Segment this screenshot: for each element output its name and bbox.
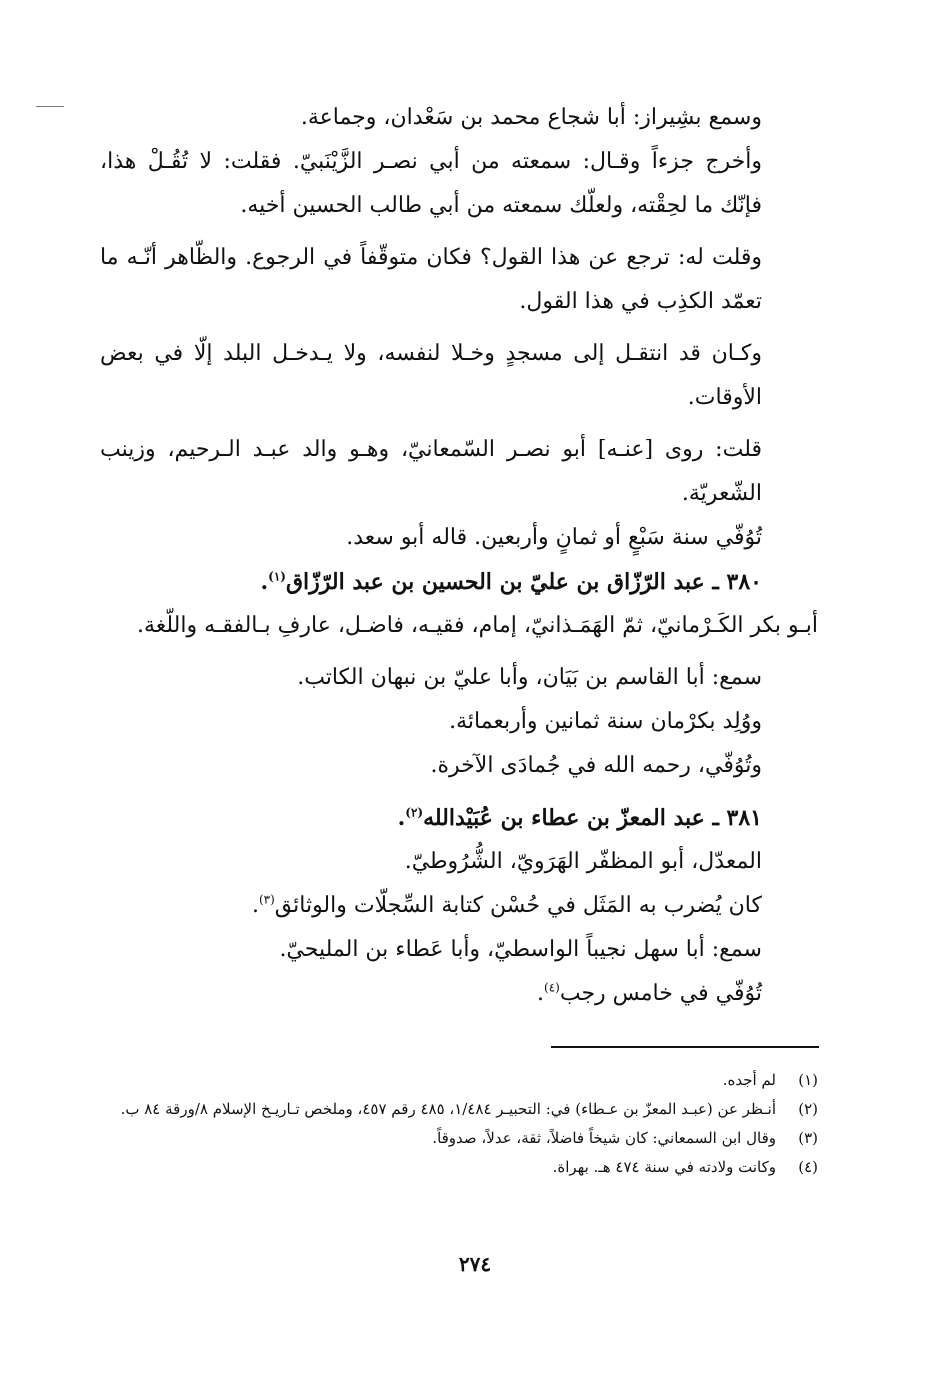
entry-line: تُوُفّي في خامس رجب$^{(٤)}$. [537, 980, 762, 1006]
footnote-text: أنـظر عن (عبـد المعزّ بن عـطاء) في: التحبيـر ١/٤٨٤، ٤٨٥ رقم ٤٥٧، وملخص تـاريـخ الإسلام ٨/ورقة ٨٤ ب. [120, 1100, 776, 1118]
entry-line: كان يُضرب به المَثَل في حُسْن كتابة السِّجلّات والوثائق$^{(٣)}$. [251, 892, 762, 918]
paragraph: وقلت له: ترجع عن هذا القول؟ فكان متوقّفاً في الرجوع. والظّاهر أنّـه ما تعمّد الكذِب في هذا القول. [100, 245, 762, 314]
paragraph: وكـان قد انتقـل إلى مسجدٍ وخـلا لنفسه، ولا يـدخـل البلد إلّا في بعض الأوقات. [100, 341, 762, 410]
entry-line: المعدّل، أبو المظفّر الهَرَويّ، الشُّرُوطيّ. [404, 849, 762, 874]
footnote-ref: (٢) [405, 805, 424, 820]
footnote-number: (٣) [798, 1129, 818, 1147]
footnote-divider [551, 1046, 819, 1048]
entry-heading-380: ٣٨٠ ـ عبد الرّزّاق بن عليّ بن الحسين بن عبد الرّزّاق$^{(١)}$. [260, 569, 762, 595]
entry-description: أبـو بكر الكَـرْمانيّ، ثمّ الهَمَـذانيّ، إمام، فقيـه، فاضـل، عارفِ بـالفقـه واللّغة. [136, 613, 818, 638]
footnote [100, 1066, 818, 1095]
page-number: ٢٧٤ [458, 1252, 492, 1276]
footnote [100, 1095, 818, 1124]
footnote-text: وقال ابن السمعاني: كان شيخاً فاضلاً، ثقة، عدلاً، صدوقاً. [432, 1129, 776, 1147]
paragraph: وسمع بشِيراز: أبا شجاع محمد بن سَعْدان، وجماعة. [300, 105, 762, 130]
footnote-text: وكانت ولادته في سنة ٤٧٤ هـ. بهراة. [552, 1158, 776, 1176]
footnote-ref: (٣) [258, 892, 275, 907]
footnote-text: لم أجده. [722, 1071, 776, 1089]
paragraph: تُوُفّي سنة سَبْعٍ أو ثمانٍ وأربعين. قاله أبو سعد. [346, 525, 762, 550]
paragraph: قلت: روى [عنـه] أبو نصـر السّمعانيّ، وهـو والد عبـد الـرحيم، وزينب الشّعريّة. [100, 437, 762, 506]
entry-line: سمع: أبا القاسم بن بَيَان، وأبا عليّ بن نبهان الكاتب. [297, 665, 762, 690]
entry-line: ووُلِد بكرْمان سنة ثمانين وأربعمائة. [449, 709, 762, 734]
footnote-number: (٢) [798, 1100, 818, 1118]
entry-heading-381: ٣٨١ ـ عبد المعزّ بن عطاء بن عُبَيْدالله$^{(٢)}$. [397, 805, 762, 831]
margin-mark [36, 106, 64, 107]
entry-heading-text: ٣٨١ ـ عبد المعزّ بن عطاء بن عُبَيْدالله [423, 805, 762, 831]
entry-line: سمع: أبا سهل نجيباً الواسطيّ، وأبا عَطاء بن المليحيّ. [279, 937, 762, 962]
footnotes [100, 1066, 818, 1182]
paragraph: وأخرج جزءاً وقـال: سمعته من أبي نصـر الزَّيْنَبيّ. فقلت: لا تُقُـلْ هذا، فإنّك ما لحِقْته، ولعلّك سمعته من أبي طالب الحسين أخيه. [100, 149, 762, 218]
footnote-ref: (١) [268, 569, 286, 584]
footnote-ref: (٤) [544, 980, 560, 995]
footnote [100, 1153, 818, 1182]
footnote-number: (٤) [798, 1158, 818, 1176]
entry-line-text: تُوُفّي في خامس رجب [559, 981, 762, 1006]
entry-line: وتُوُفّي، رحمه الله في جُمادَى الآخرة. [430, 753, 762, 778]
entry-heading-text: ٣٨٠ ـ عبد الرّزّاق بن عليّ بن الحسين بن عبد الرّزّاق [285, 569, 762, 595]
footnote [100, 1124, 818, 1153]
footnote-number: (١) [798, 1071, 818, 1089]
entry-line-text: كان يُضرب به المَثَل في حُسْن كتابة السِّجلّات والوثائق [274, 893, 762, 918]
main-text [100, 96, 818, 1016]
